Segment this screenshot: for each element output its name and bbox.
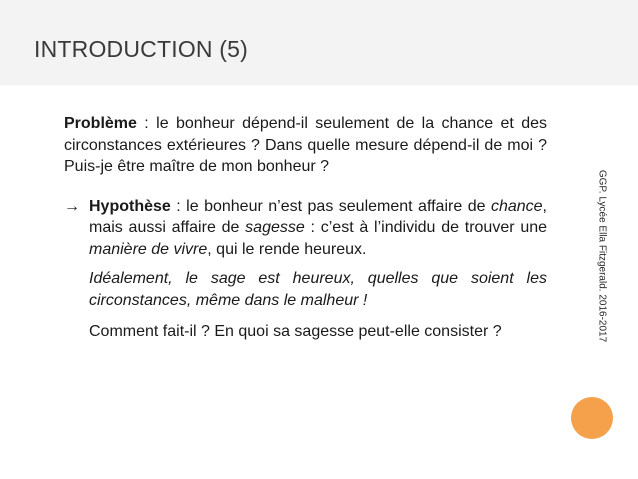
hypothesis-label: Hypothèse: [89, 197, 171, 215]
ideal-sentence: Idéalement, le sage est heureux, quelles que soient les circonstances, même dans le malheur !: [89, 270, 547, 309]
slide-title: INTRODUCTION (5): [34, 36, 249, 62]
hypothesis-text-4: , qui le rende heureux.: [207, 240, 367, 258]
problem-label: Problème: [64, 115, 137, 132]
accent-dot: [571, 397, 613, 439]
emphasis-chance: chance: [490, 197, 543, 215]
emphasis-maniere-de-vivre: manière de vivre: [89, 240, 208, 258]
problem-paragraph: [64, 113, 547, 178]
slide-body: [64, 113, 547, 343]
hypothesis-paragraph: [64, 196, 547, 261]
emphasis-sagesse: sagesse: [245, 219, 305, 236]
side-credit: [594, 156, 610, 356]
hypothesis-text-1: : le bonheur n’est pas seulement affaire de: [170, 197, 491, 215]
hypothesis-text-2: , mais aussi affaire de: [89, 197, 547, 236]
question-sentence: Comment fait-il ? En quoi sa sagesse peut-elle consister ?: [89, 323, 502, 340]
arrow-icon: →: [64, 197, 80, 215]
side-credit-text: GGP. Lycée Ella Fitzgerald. 2016-2017: [596, 169, 608, 343]
problem-text: : le bonheur dépend-il seulement de la chance et des circonstances extérieures ? Dans quelle mesure dépend-il de moi ? Puis-je être maître de mon bonheur ?: [64, 115, 547, 175]
hypothesis-text-3: : c’est à l’individu de trouver une: [304, 219, 548, 236]
